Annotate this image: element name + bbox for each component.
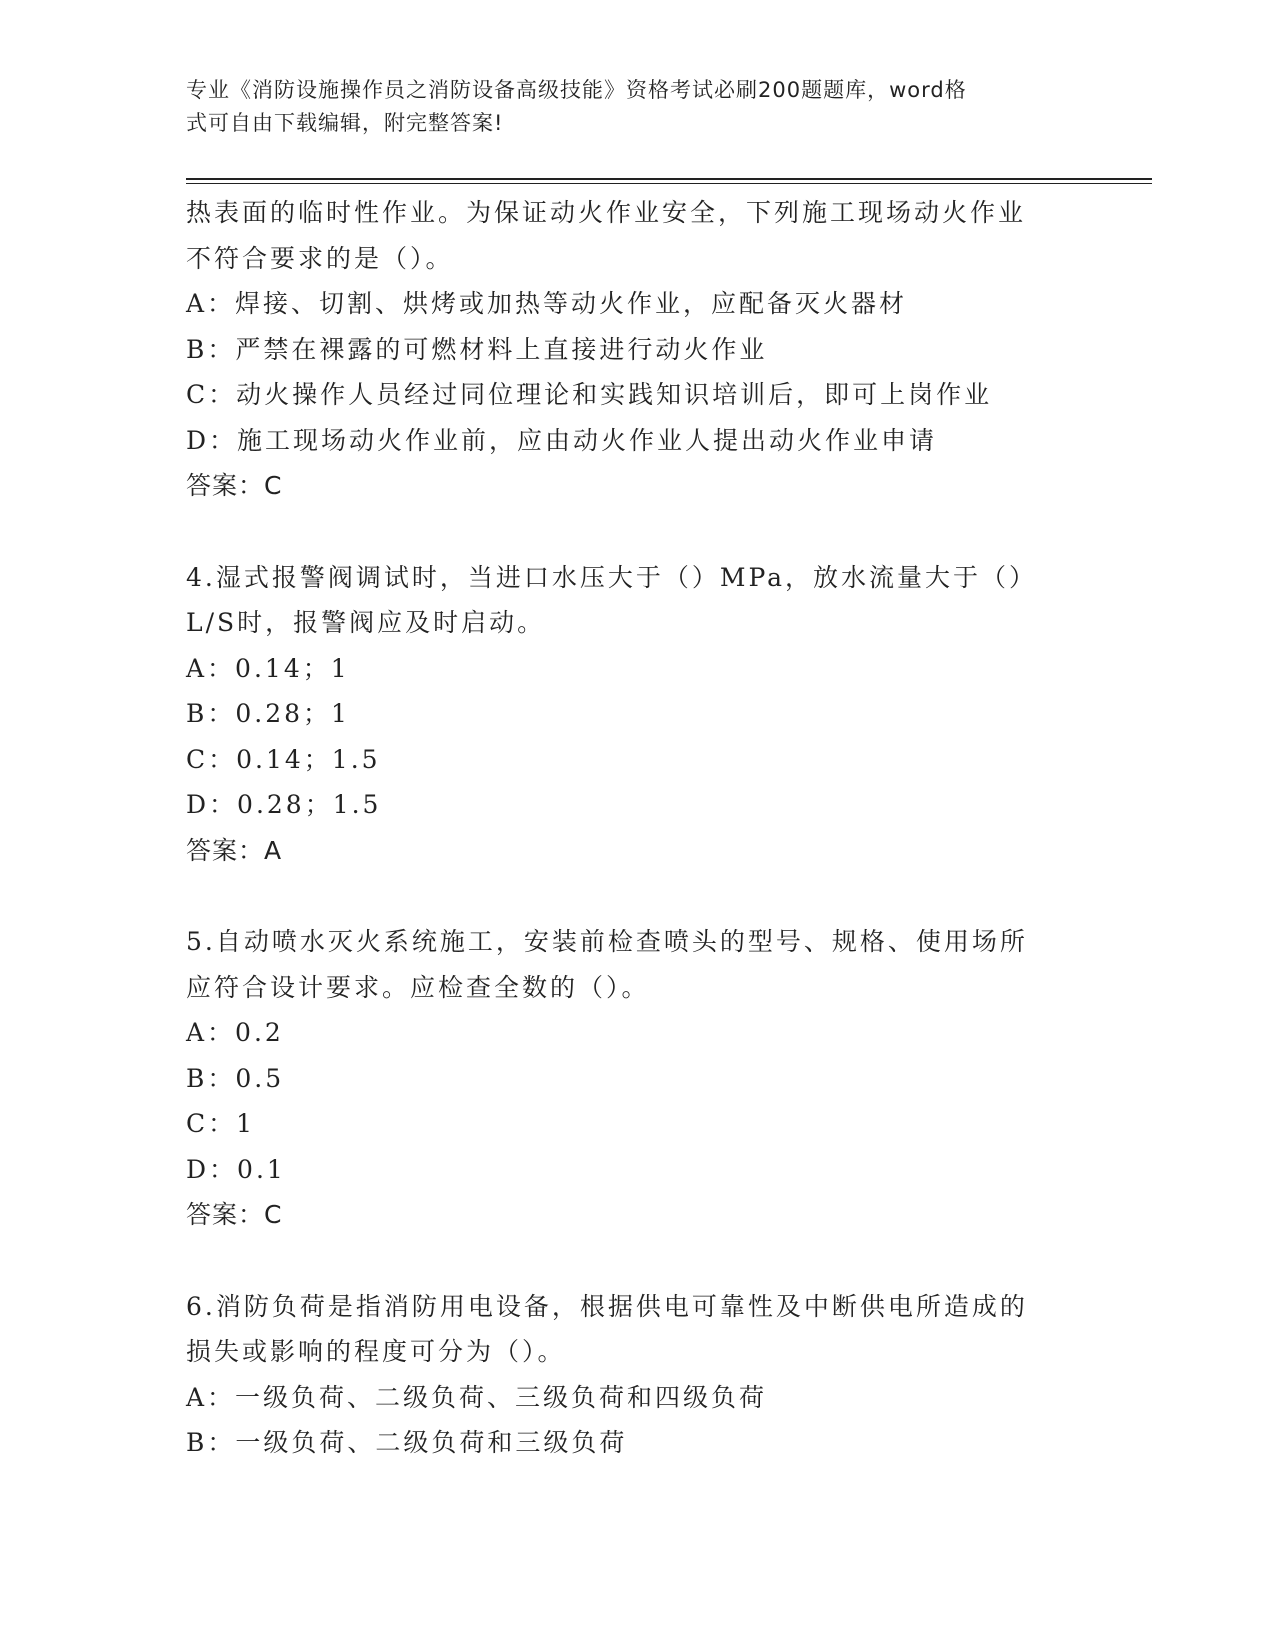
question-stem-line: 应符合设计要求。应检查全数的（）。: [186, 972, 650, 1002]
header-divider-thin: [186, 183, 1152, 184]
header-line-1: 专业《消防设施操作员之消防设备高级技能》资格考试必刷200题题库，word格: [186, 78, 967, 102]
question-stem-line: 6.消防负荷是指消防用电设备，根据供电可靠性及中断供电所造成的: [186, 1291, 1028, 1321]
document-header: [186, 74, 1076, 140]
question-stem-line: 损失或影响的程度可分为（）。: [186, 1337, 566, 1366]
option-c: C：动火操作人员经过同位理论和实践知识培训后，即可上岗作业: [186, 380, 993, 409]
option-d: D：0.28；1.5: [186, 790, 382, 819]
option-b: B：0.5: [186, 1063, 285, 1093]
option-b: B：0.28；1: [186, 699, 350, 728]
option-c: C：1: [186, 1109, 256, 1138]
question-6: [186, 1284, 1086, 1466]
question-stem-line: 5.自动喷水灭火系统施工，安装前检查喷头的型号、规格、使用场所: [186, 927, 1028, 956]
option-b: B：一级负荷、二级负荷和三级负荷: [186, 1428, 628, 1457]
header-line-2: 式可自由下载编辑，附完整答案!: [186, 111, 504, 135]
question-4: [186, 555, 1086, 874]
option-c: C：0.14；1.5: [186, 744, 381, 774]
question-list: [186, 190, 1086, 1466]
option-b: B：严禁在裸露的可燃材料上直接进行动火作业: [186, 334, 768, 364]
option-a: A：一级负荷、二级负荷、三级负荷和四级负荷: [186, 1382, 768, 1412]
answer-label: 答案：A: [186, 835, 283, 865]
answer-label: 答案：C: [186, 1200, 283, 1229]
option-a: A：焊接、切割、烘烤或加热等动火作业，应配备灭火器材: [186, 289, 908, 318]
option-d: D：施工现场动火作业前，应由动火作业人提出动火作业申请: [186, 425, 938, 455]
question-stem-line: 4.湿式报警阀调试时，当进口水压大于（）MPa，放水流量大于（）: [186, 562, 1038, 592]
question-3: [186, 190, 1086, 509]
option-d: D：0.1: [186, 1154, 286, 1184]
answer-label: 答案：C: [186, 471, 283, 500]
question-5: [186, 919, 1086, 1238]
question-stem-line: L/S时，报警阀应及时启动。: [186, 608, 546, 637]
header-divider-thick: [186, 178, 1152, 180]
question-stem-line: 热表面的临时性作业。为保证动火作业安全，下列施工现场动火作业: [186, 198, 1027, 227]
option-a: A：0.2: [186, 1018, 284, 1047]
option-a: A：0.14；1: [186, 653, 350, 683]
question-stem-line: 不符合要求的是（）。: [186, 243, 454, 273]
